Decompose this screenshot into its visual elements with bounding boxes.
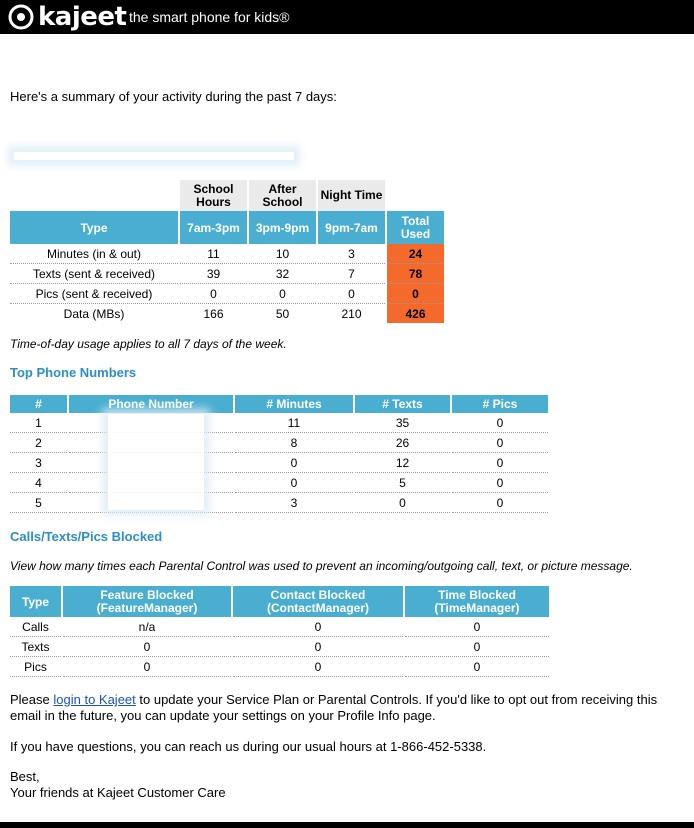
cell: 0 — [318, 284, 385, 304]
row-type: Data (MBs) — [63, 306, 125, 321]
period-after: After School — [249, 180, 316, 211]
cell: 1 — [10, 413, 67, 433]
cell: 0 — [452, 473, 548, 493]
signature: Your friends at Kajeet Customer Care — [10, 785, 226, 800]
table-row — [10, 617, 549, 637]
cell: Pics — [10, 657, 61, 677]
tagline: the smart phone for kids® — [129, 9, 290, 25]
cell: 0 — [452, 493, 548, 513]
cell: 26 — [355, 433, 450, 453]
cell: 4 — [10, 473, 67, 493]
cell: 0 — [405, 637, 549, 657]
col-type: Type — [10, 211, 178, 244]
cell: 2 — [10, 433, 67, 453]
cell: 3 — [235, 493, 353, 513]
cell: 11 — [235, 413, 353, 433]
header-bar — [0, 0, 694, 34]
cell: 0 — [233, 637, 403, 657]
col-total-used: Total Used — [387, 211, 444, 244]
usage-note: Time-of-day usage applies to all 7 days of the week. — [10, 337, 287, 351]
total-cell: 426 — [387, 304, 444, 323]
table-row — [10, 413, 548, 433]
row-type: Texts (sent & received) — [10, 264, 178, 284]
cell: 7 — [318, 264, 385, 284]
blocked-description: View how many times each Parental Control was used to prevent an incoming/outgoing call, text, or picture message. — [10, 559, 633, 573]
footer-paragraph-1 — [10, 692, 670, 724]
cell: 0 — [355, 493, 450, 513]
cell: 0 — [249, 284, 316, 304]
redacted-phone-numbers — [108, 414, 204, 510]
col-7am-3pm: 7am-3pm — [180, 211, 247, 244]
cell: n/a — [63, 617, 231, 637]
cell: 210 — [341, 306, 362, 321]
col-feature-blocked: Feature Blocked (FeatureManager) — [63, 586, 231, 617]
total-cell: 78 — [387, 264, 444, 284]
cell: 0 — [235, 453, 353, 473]
col-rank: # — [10, 395, 67, 413]
col-pics: # Pics — [452, 395, 548, 413]
period-school: School Hours — [180, 180, 247, 211]
usage-table — [8, 180, 446, 323]
col-phone-number: Phone Number — [69, 395, 233, 413]
intro-text: Here's a summary of your activity during the past 7 days: — [10, 89, 337, 104]
blocked-table — [8, 586, 551, 677]
login-link[interactable]: login to Kajeet — [53, 692, 136, 707]
top-numbers-table — [8, 395, 550, 513]
cell: 32 — [249, 264, 316, 284]
cell: 12 — [355, 453, 450, 473]
redacted-text — [14, 152, 294, 160]
kajeet-logo-icon — [8, 4, 34, 30]
signoff: Best, — [10, 769, 40, 784]
cell: Texts — [10, 637, 61, 657]
cell: 11 — [180, 244, 247, 264]
cell: 0 — [405, 657, 549, 677]
cell: 0 — [233, 617, 403, 637]
cell: 0 — [452, 433, 548, 453]
table-row — [10, 284, 444, 304]
table-row — [10, 264, 444, 284]
kajeet-logo[interactable] — [8, 3, 126, 31]
cell: 0 — [405, 617, 549, 637]
cell: 10 — [249, 244, 316, 264]
total-cell: 0 — [387, 284, 444, 304]
cell: 0 — [63, 657, 231, 677]
cell: 0 — [452, 413, 548, 433]
table-row — [10, 657, 549, 677]
para1-before: Please — [10, 692, 54, 707]
col-time-blocked: Time Blocked (TimeManager) — [405, 586, 549, 617]
cell: 5 — [10, 493, 67, 513]
cell: Calls — [10, 617, 61, 637]
col-3pm-9pm: 3pm-9pm — [249, 211, 316, 244]
col-9pm-7am: 9pm-7am — [318, 211, 385, 244]
cell: 0 — [180, 284, 247, 304]
row-type: Minutes (in & out) — [10, 244, 178, 264]
blocked-heading: Calls/Texts/Pics Blocked — [10, 529, 163, 544]
table-row — [10, 637, 549, 657]
cell: 0 — [233, 657, 403, 677]
row-type: Pics (sent & received) — [10, 284, 178, 304]
cell: 5 — [355, 473, 450, 493]
period-night: Night Time — [318, 180, 385, 211]
footer-paragraph-2: If you have questions, you can reach us during our usual hours at 1-866-452-5338. — [10, 739, 487, 754]
cell: 35 — [355, 413, 450, 433]
footer-bar — [0, 822, 694, 828]
cell: 0 — [235, 473, 353, 493]
logo-text: kajeet — [38, 2, 127, 32]
table-row — [10, 433, 548, 453]
col-minutes: # Minutes — [235, 395, 353, 413]
cell: 39 — [180, 264, 247, 284]
table-row — [10, 244, 444, 264]
cell: 0 — [63, 637, 231, 657]
total-cell: 24 — [387, 244, 444, 264]
cell: 3 — [10, 453, 67, 473]
cell: 166 — [203, 306, 224, 321]
cell: 50 — [275, 306, 290, 321]
col-texts: # Texts — [355, 395, 450, 413]
table-row — [10, 453, 548, 473]
para1-after: to update your Service Plan or Parental Controls. If you'd like to opt out from receiving this email in the future, you can update your settings on your Profile Info page. — [10, 692, 658, 723]
cell: 8 — [235, 433, 353, 453]
col-contact-blocked: Contact Blocked (ContactManager) — [233, 586, 403, 617]
table-row — [10, 473, 548, 493]
cell: 3 — [318, 244, 385, 264]
col-type: Type — [10, 586, 61, 617]
table-row — [10, 493, 548, 513]
table-row — [10, 304, 444, 323]
cell: 0 — [452, 453, 548, 473]
top-numbers-heading: Top Phone Numbers — [10, 365, 137, 380]
